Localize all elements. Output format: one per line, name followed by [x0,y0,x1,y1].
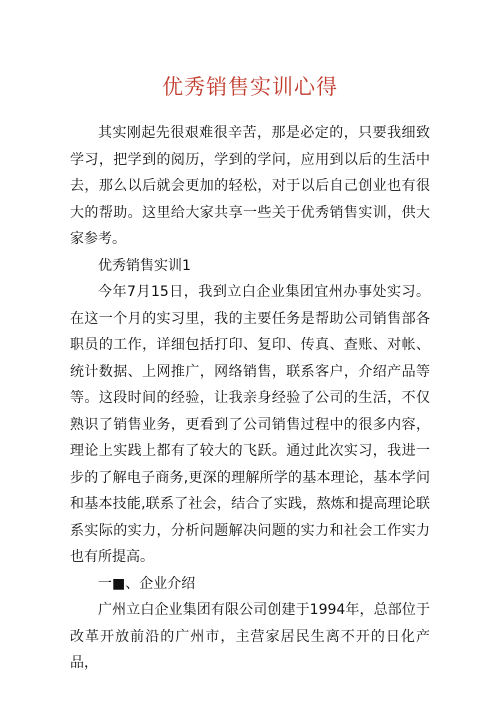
subsection-heading: 一■、企业介绍 [98,575,196,592]
intro-paragraph: 其实刚起先很艰难很辛苦，那是必定的，只要我细致学习，把学到的阅历，学到的学问，应用到以后的生活中去，那么以后就会更加的轻松，对于以后自己创业也有很大的帮助。这里给大家共享一些关于优秀销售实训，供大家参考。 [70,125,430,247]
body-paragraph: 今年7月15日，我到立白企业集团宜州办事处实习。在这一个月的实习里，我的主要任务是帮助公司销售部各职员的工作，详细包括打印、复印、传真、查账、对帐、统计数据、上网推广，网络销售，联系客户，介绍产品等等。这段时间的经验，让我亲身经验了公司的生活，不仅熟识了销售业务，更看到了公司销售过程中的很多内容，理论上实践上都有了较大的飞跃。通过此次实习，我进一步的了解电子商务,更深的理解所学的基本理论，基本学问和基本技能,联系了社会，结合了实践，熬炼和提高理论联系实际的实力，分析问题解决问题的实力和社会工作实力也有所提高。 [70,284,430,565]
company-paragraph: 广州立白企业集团有限公司创建于1994年，总部位于改革开放前沿的广州市，主营家居民生离不开的日化产品， [70,602,430,671]
section-heading: 优秀销售实训1 [98,257,191,274]
document-title: 优秀销售实训心得 [162,75,338,99]
